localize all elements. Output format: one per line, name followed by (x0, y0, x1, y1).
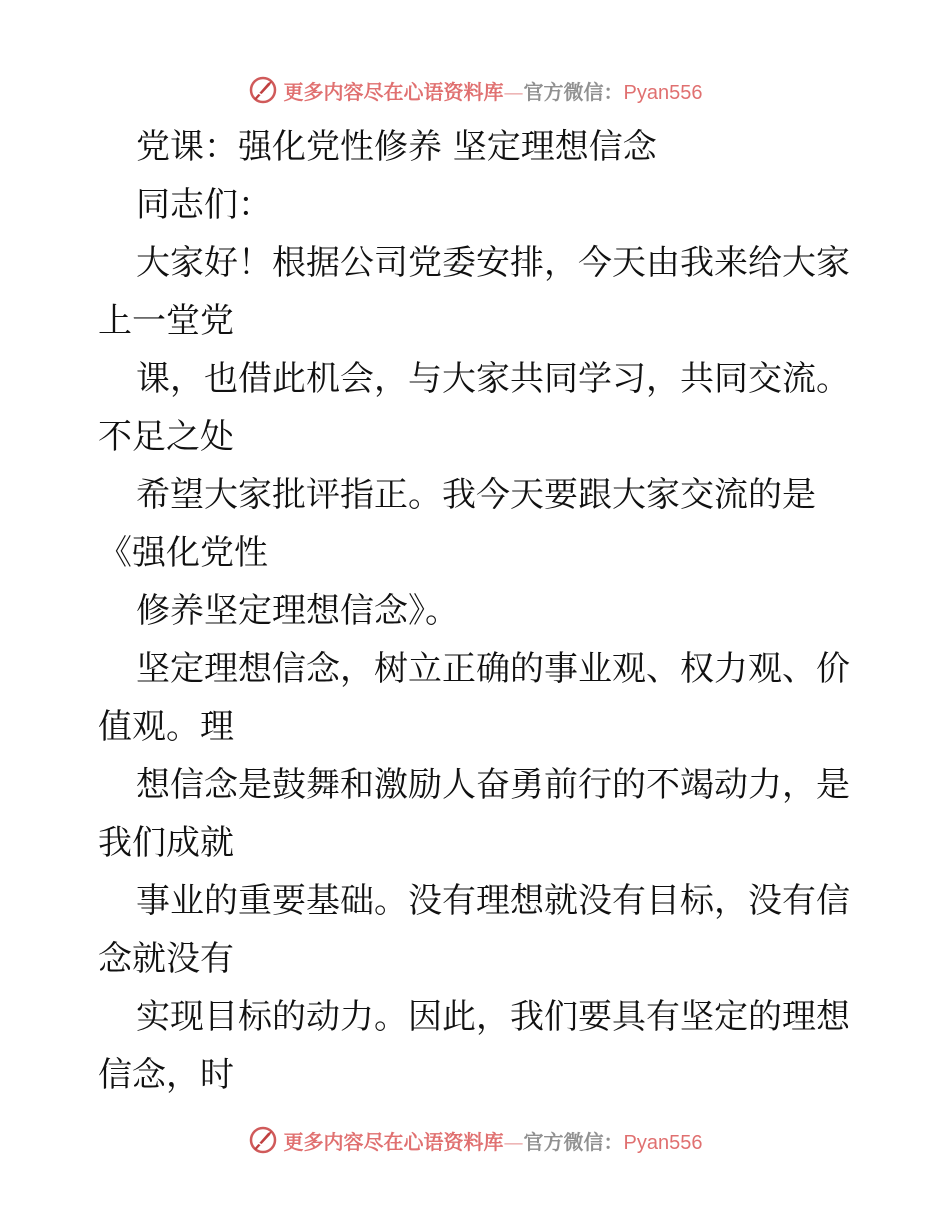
quill-pen-circle-icon (248, 1125, 278, 1155)
document-line: 坚定理想信念，树立正确的事业观、权力观、价 (136, 649, 850, 689)
document-line: 党课：强化党性修养 坚定理想信念 (136, 127, 657, 167)
document-line: 信念，时 (98, 1055, 234, 1095)
document-line: 修养坚定理想信念》。 (136, 591, 459, 631)
header-banner-main: 更多内容尽在心语资料库 (283, 79, 504, 104)
document-line: 值观。理 (98, 707, 234, 747)
document-line: 事业的重要基础。没有理想就没有目标，没有信 (136, 881, 850, 921)
document-line: 希望大家批评指正。我今天要跟大家交流的是 (136, 475, 816, 515)
document-line: 念就没有 (98, 939, 234, 979)
footer-banner (0, 1120, 950, 1160)
document-line: 同志们： (136, 185, 272, 225)
document-line: 想信念是鼓舞和激励人奋勇前行的不竭动力，是 (136, 765, 850, 805)
document-body (98, 118, 858, 1104)
header-banner (0, 70, 950, 110)
document-line: 上一堂党 (98, 301, 234, 341)
footer-banner-text (284, 1126, 703, 1155)
header-banner-dash: — (503, 79, 524, 104)
footer-banner-wechat: Pyan556 (623, 1131, 703, 1154)
footer-banner-main: 更多内容尽在心语资料库 (283, 1129, 504, 1154)
quill-pen-circle-icon (248, 75, 278, 105)
document-line: 不足之处 (98, 417, 234, 457)
document-line: 课，也借此机会，与大家共同学习，共同交流。 (136, 359, 850, 399)
footer-banner-official: 官方微信： (523, 1129, 624, 1154)
footer-banner-dash: — (503, 1129, 524, 1154)
document-line: 实现目标的动力。因此，我们要具有坚定的理想 (136, 997, 850, 1037)
header-banner-wechat: Pyan556 (623, 81, 703, 104)
header-banner-official: 官方微信： (523, 79, 624, 104)
document-line: 大家好！根据公司党委安排，今天由我来给大家 (136, 243, 850, 283)
document-line: 《强化党性 (98, 533, 268, 573)
header-banner-text (284, 76, 703, 105)
document-line: 我们成就 (98, 823, 234, 863)
